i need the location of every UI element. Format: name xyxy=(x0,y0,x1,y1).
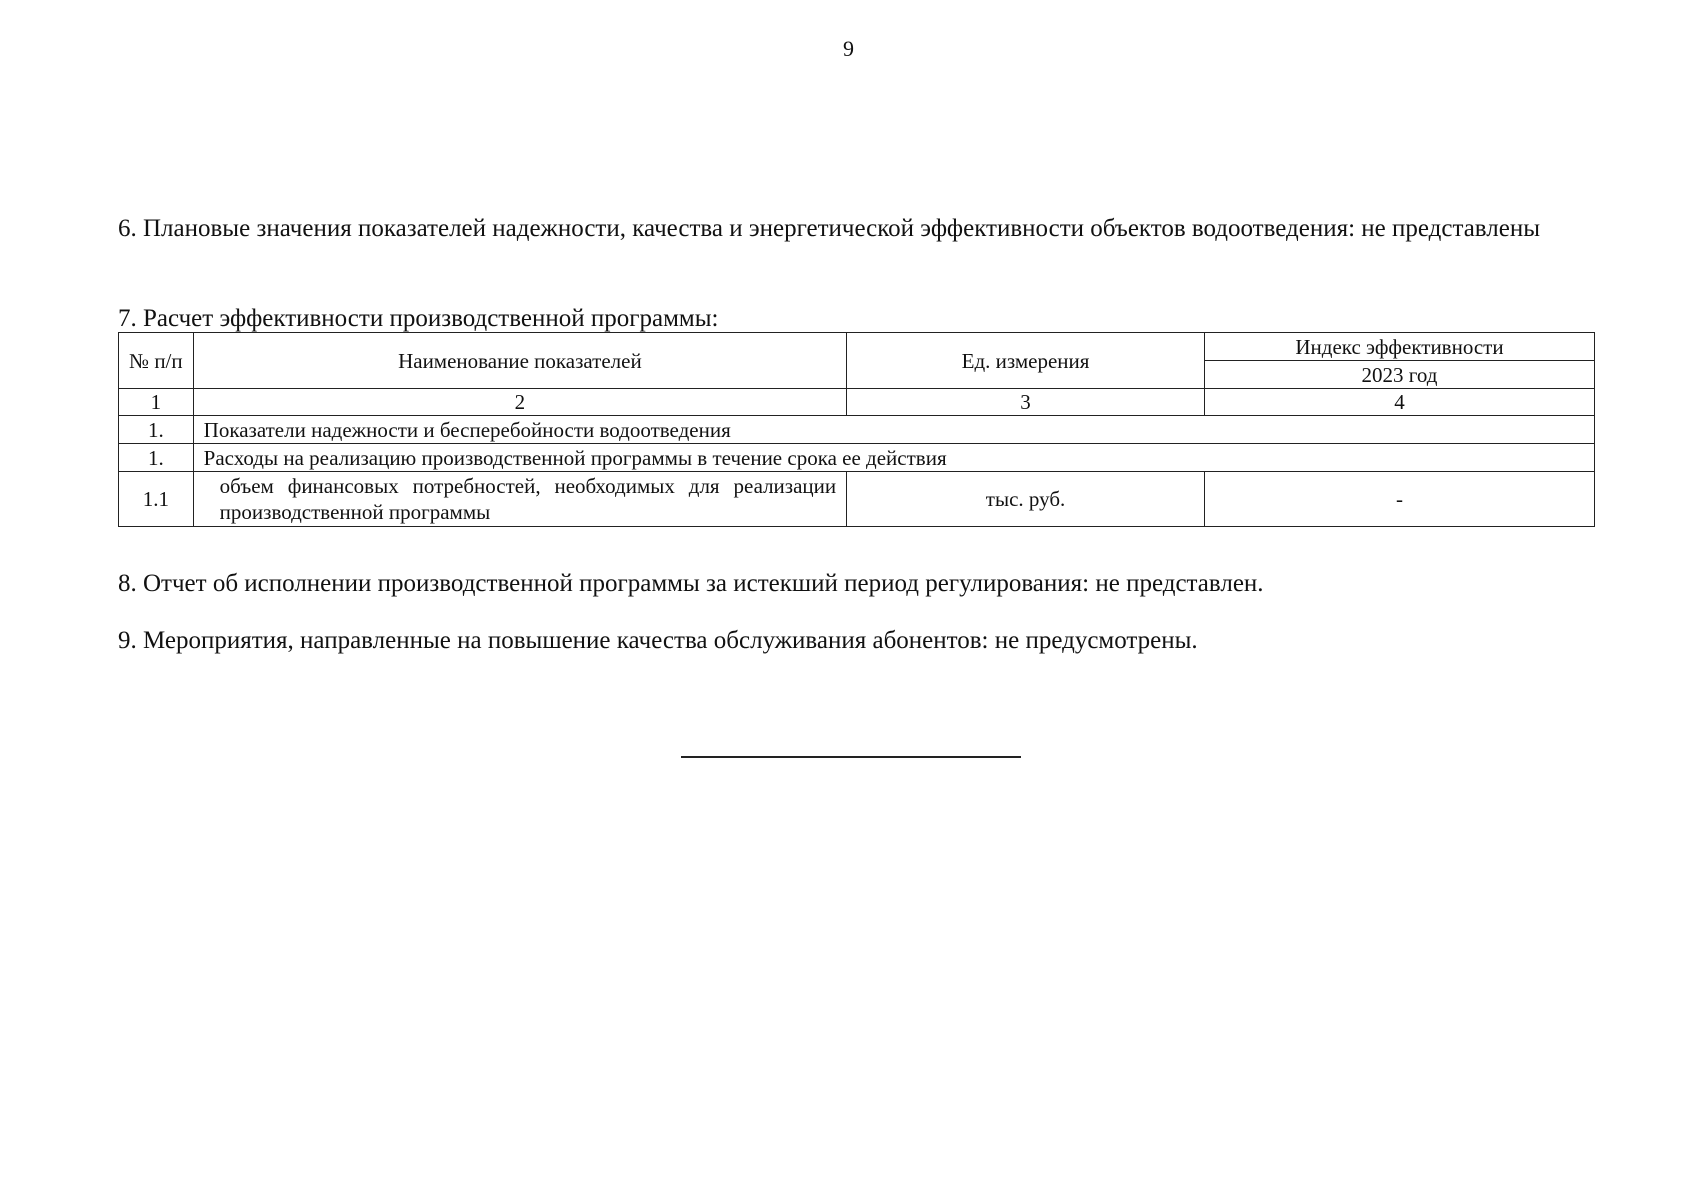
section-9-text: 9. Мероприятия, направленные на повышение качества обслуживания абонентов: не предусмотрены. xyxy=(118,627,1198,654)
column-number: 4 xyxy=(1204,389,1594,416)
efficiency-table xyxy=(118,332,1595,527)
column-number: 2 xyxy=(193,389,846,416)
row-section-title: Показатели надежности и бесперебойности водоотведения xyxy=(193,416,1594,444)
table-row xyxy=(119,444,1595,472)
closing-divider xyxy=(681,756,1021,758)
page-number: 9 xyxy=(843,36,854,61)
section-7-heading: 7. Расчет эффективности производственной программы: xyxy=(118,305,719,332)
row-indicator-name: объем финансовых потребностей, необходимых для реализации производственной программы xyxy=(193,472,846,527)
row-num: 1. xyxy=(119,416,194,444)
row-unit: тыс. руб. xyxy=(847,472,1205,527)
row-value: - xyxy=(1204,472,1594,527)
header-num: № п/п xyxy=(119,333,194,389)
table-header-row xyxy=(119,333,1595,361)
table-column-numbers-row xyxy=(119,389,1595,416)
table-row xyxy=(119,416,1595,444)
header-name: Наименование показателей xyxy=(193,333,846,389)
header-index: Индекс эффективности xyxy=(1204,333,1594,361)
row-num: 1.1 xyxy=(119,472,194,527)
table-row xyxy=(119,472,1595,527)
column-number: 1 xyxy=(119,389,194,416)
header-year: 2023 год xyxy=(1204,361,1594,389)
header-unit: Ед. измерения xyxy=(847,333,1205,389)
section-6-text: 6. Плановые значения показателей надежности, качества и энергетической эффективности объектов водоотведения: не представлены xyxy=(118,215,1541,242)
row-num: 1. xyxy=(119,444,194,472)
row-section-title: Расходы на реализацию производственной программы в течение срока ее действия xyxy=(193,444,1594,472)
section-8-text: 8. Отчет об исполнении производственной программы за истекший период регулирования: не представлен. xyxy=(118,570,1264,597)
column-number: 3 xyxy=(847,389,1205,416)
